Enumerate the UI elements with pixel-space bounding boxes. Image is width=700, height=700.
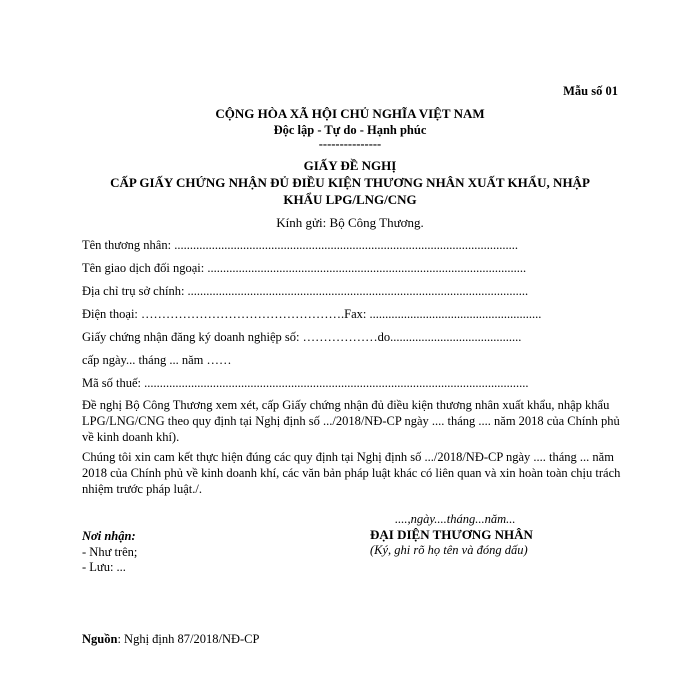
document-subtitle-line1: CẤP GIẤY CHỨNG NHẬN ĐỦ ĐIỀU KIỆN THƯƠNG NHÂN XUẤT KHẨU, NHẬP <box>110 175 590 190</box>
document-subtitle-line2: KHẨU LPG/LNG/CNG <box>283 192 417 207</box>
signature-instruction: (Ký, ghi rõ họ tên và đóng dấu) <box>370 543 528 557</box>
field-phone-fax: Điện thoại: ………………………………………….Fax: ....................................................... <box>82 307 542 321</box>
date-line: ....,ngày....tháng...năm... <box>395 512 516 526</box>
field-business-cert: Giấy chứng nhận đăng ký doanh nghiệp số: ………………do.......................................... <box>82 330 522 344</box>
commitment-paragraph: Chúng tôi xin cam kết thực hiện đúng các quy định tại Nghị định số .../2018/NĐ-CP ngày .... tháng ... năm 2018 của Chính phủ về kinh doanh khí, các văn bản pháp luật khác có liên quan và xin hoàn toàn chịu trách nhiệm trước pháp luật./. <box>82 450 621 496</box>
field-tax-code: Mã số thuế: ........................................................................................................................... <box>82 376 529 390</box>
header-divider: --------------- <box>318 137 382 151</box>
source-line <box>82 632 259 647</box>
field-foreign-name: Tên giao dịch đối ngoại: ...................................................................................................... <box>82 261 527 275</box>
motto: Độc lập - Tự do - Hạnh phúc <box>273 123 427 137</box>
country-header: CỘNG HÒA XÃ HỘI CHỦ NGHĨA VIỆT NAM <box>215 106 485 121</box>
source-label: Nguồn <box>82 632 118 646</box>
request-paragraph: Đề nghị Bộ Công Thương xem xét, cấp Giấy chứng nhận đủ điều kiện thương nhân xuất khẩu, nhập khẩu LPG/LNG/CNG theo quy định tại Nghị định số .../2018/NĐ-CP ngày .... tháng .... năm 2018 của Chính phủ về kinh doanh khí). <box>82 398 620 444</box>
recipients-line-2: - Lưu: ... <box>82 560 126 574</box>
recipients-line-1: - Như trên; <box>82 545 138 559</box>
signature-title: ĐẠI DIỆN THƯƠNG NHÂN <box>370 527 533 542</box>
field-address: Địa chỉ trụ sở chính: ............................................................................................................. <box>82 284 529 298</box>
document-title: GIẤY ĐỀ NGHỊ <box>303 158 397 173</box>
field-issue-date: cấp ngày... tháng ... năm …… <box>82 353 232 367</box>
form-number: Mẫu số 01 <box>563 84 618 98</box>
source-text: : Nghị định 87/2018/NĐ-CP <box>117 632 260 646</box>
recipients-heading: Nơi nhận: <box>82 529 136 543</box>
recipient-line: Kính gửi: Bộ Công Thương. <box>276 215 424 230</box>
field-trader-name: Tên thương nhân: .............................................................................................................. <box>82 238 518 252</box>
